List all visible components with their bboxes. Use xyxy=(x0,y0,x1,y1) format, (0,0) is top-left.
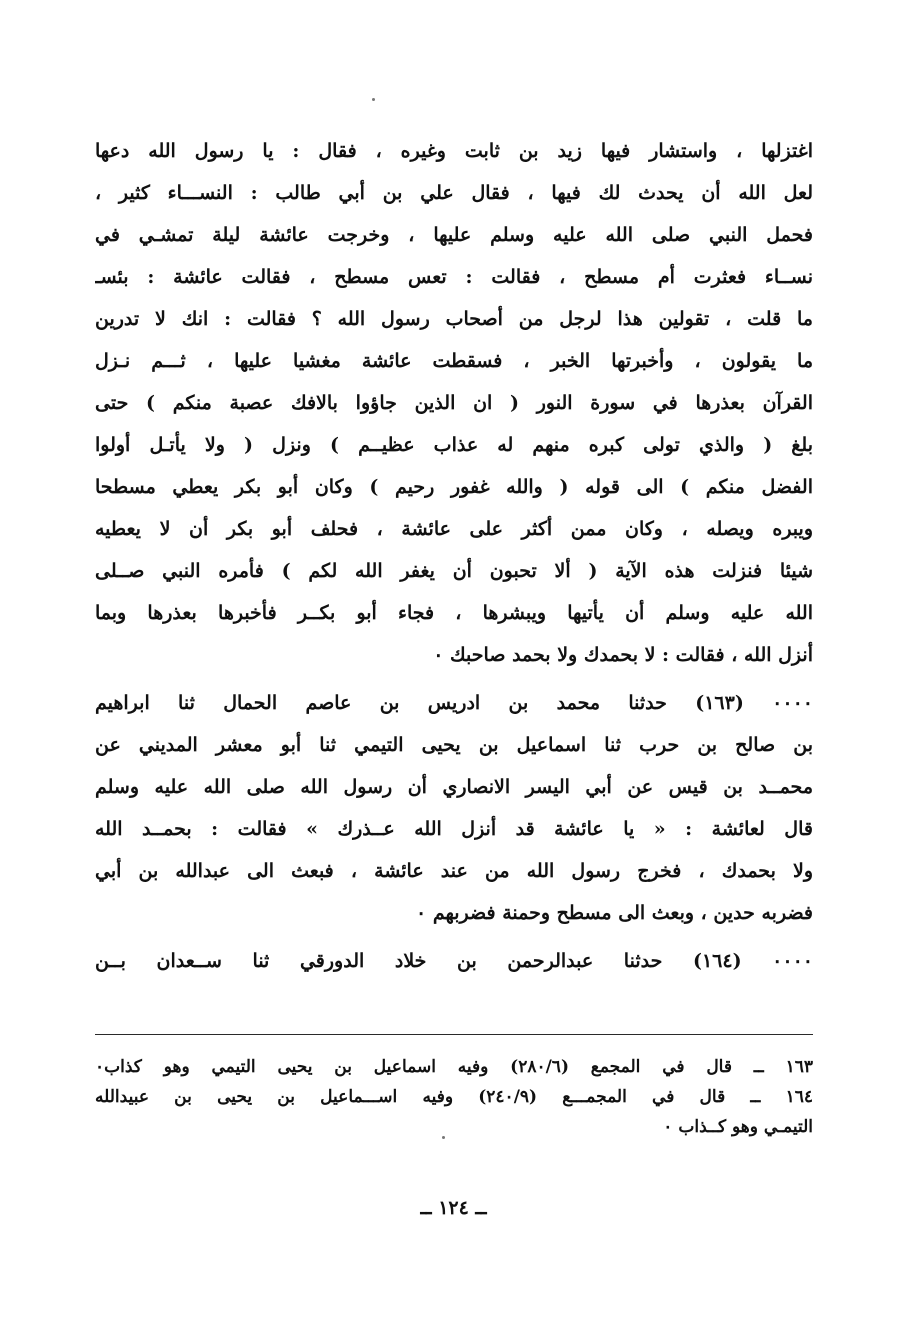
text-line: الله عليه وسلم أن يأتيها ويبشرها ، فجاء أبو بكــر فأخبرها بعذرها وبما xyxy=(95,602,813,624)
text-line: لعل الله أن يحدث لك فيها ، فقال علي بن أبي طالب : النســـاء كثير ، xyxy=(95,182,813,204)
footnote-divider xyxy=(95,1034,813,1035)
scan-speck xyxy=(372,98,375,101)
footnote-164-continued: التيمـي وهو كــذاب ٠ xyxy=(663,1117,813,1137)
text-line: اغتزلها ، واستشار فيها زيد بن ثابت وغيره ، فقال : يا رسول الله دعها xyxy=(95,140,813,162)
footnote-163: ١٦٣ ــ قال في المجمع (٢٨٠/٦) وفيه اسماعيل بن يحيى التيمي وهو كذاب٠ xyxy=(95,1057,813,1077)
main-text xyxy=(95,130,813,982)
page-number: ــ ١٢٤ ــ xyxy=(420,1197,487,1219)
text-line: الفضل منكم ) الى قوله ( والله غفور رحيم ) وكان أبو بكر يعطي مسطحا xyxy=(95,476,813,498)
text-line: ويبره ويصله ، وكان ممن أكثر على عائشة ، فحلف أبو بكر أن لا يعطيه xyxy=(95,518,813,540)
hadith-163-line: ٠٠٠٠ (١٦٣) حدثنا محمد بن ادريس بن عاصم الحمال ثنا ابراهيم xyxy=(95,692,813,714)
footnotes xyxy=(95,1052,813,1142)
text-line: أنزل الله ، فقالت : لا بحمدك ولا بحمد صاحبك ٠ xyxy=(433,644,813,666)
footnote-164: ١٦٤ ــ قال في المجمـــع (٢٤٠/٩) وفيه اســـماعيل بن يحيى بن عبيدالله xyxy=(95,1087,813,1107)
text-line: بلغ ( والذي تولى كبره منهم له عذاب عظيــم ) ونزل ( ولا يأتـل أولوا xyxy=(95,434,813,456)
text-line: شيئا فنزلت هذه الآية ( ألا تحبون أن يغفر الله لكم ) فأمره النبي صــلى xyxy=(95,560,813,582)
text-line: نســاء فعثرت أم مسطح ، فقالت : تعس مسطح ، فقالت عائشة : بئسـ xyxy=(95,266,813,288)
hadith-163-line: فضربه حدين ، وبعث الى مسطح وحمنة فضربهم ٠ xyxy=(416,902,813,924)
hadith-163-line: قال لعائشة : « يا عائشة قد أنزل الله عــذرك » فقالت : بحمــد الله xyxy=(95,818,813,840)
text-line: ما قلت ، تقولين هذا لرجل من أصحاب رسول الله ؟ فقالت : انك لا تدرين xyxy=(95,308,813,330)
text-line: فحمل النبي صلى الله عليه وسلم عليها ، وخرجت عائشة ليلة تمشـي في xyxy=(95,224,813,246)
hadith-163-line: محمــد بن قيس عن أبي اليسر الانصاري أن رسول الله صلى الله عليه وسلم xyxy=(95,776,813,798)
text-line: القرآن بعذرها في سورة النور ( ان الذين جاؤوا بالافك عصبة منكم ) حتى xyxy=(95,392,813,414)
hadith-164-line: ٠٠٠٠ (١٦٤) حدثنا عبدالرحمن بن خلاد الدورقي ثنا ســعدان بــن xyxy=(95,950,813,972)
text-line: ما يقولون ، وأخبرتها الخبر ، فسقطت عائشة مغشيا عليها ، ثـــم نـزل xyxy=(95,350,813,372)
hadith-163-line: بن صالح بن حرب ثنا اسماعيل بن يحيى التيمي ثنا أبو معشر المديني عن xyxy=(95,734,813,756)
hadith-163-line: ولا بحمدك ، فخرج رسول الله من عند عائشة ، فبعث الى عبدالله بن أبي xyxy=(95,860,813,882)
